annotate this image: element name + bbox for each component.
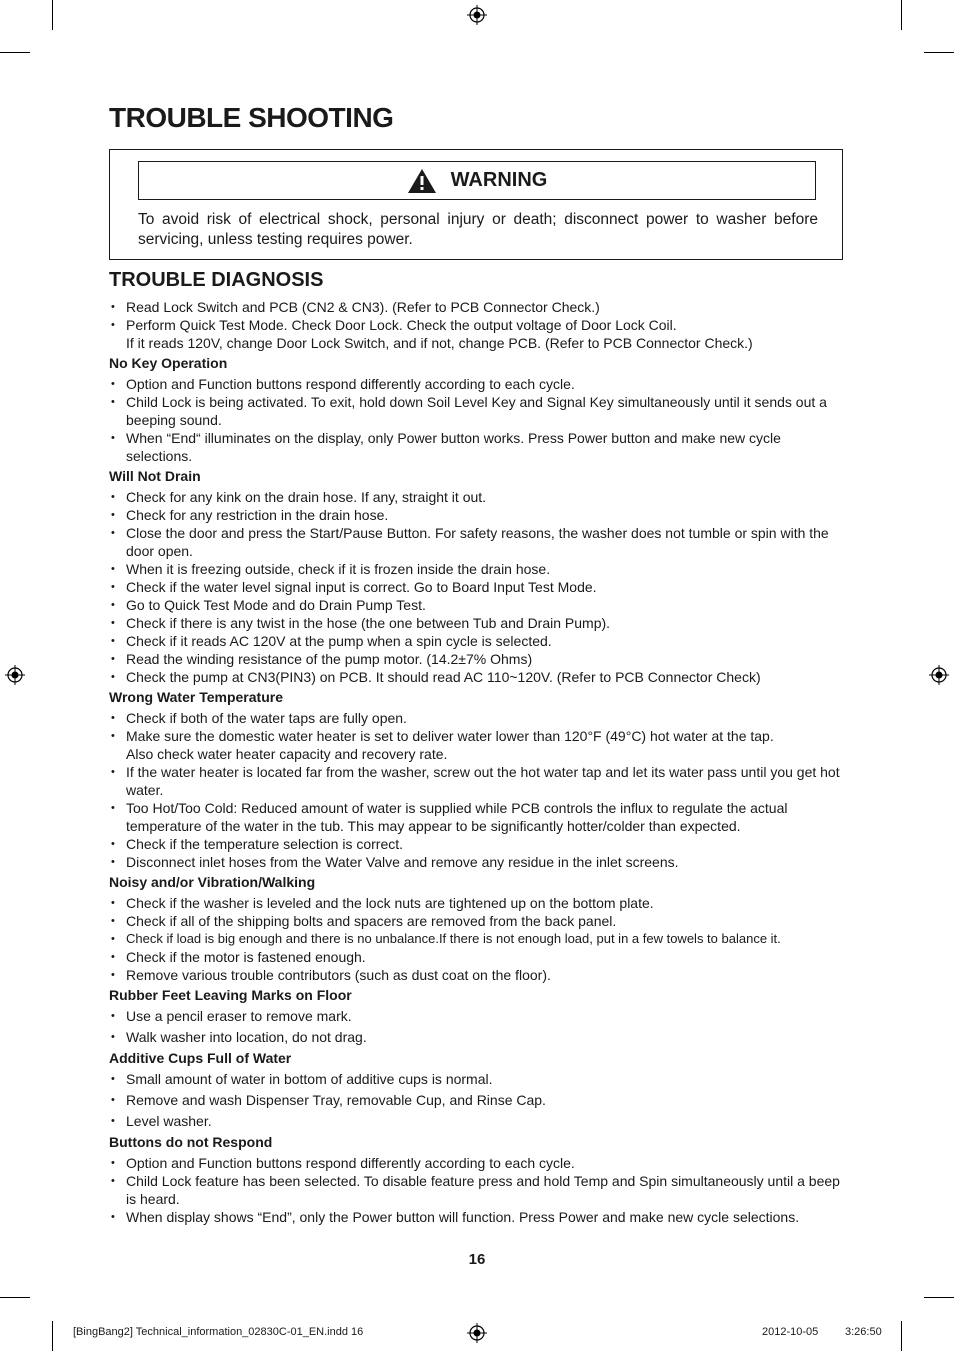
- list-item: • When display shows “End”, only the Power button will function. Press Power and make new cycle selections.: [109, 1208, 849, 1226]
- list-item: • Make sure the domestic water heater is set to deliver water lower than 120°F (49°C) hot water at the tap. Also check water heater capacity and recovery rate.: [109, 727, 849, 763]
- list-item: • Check if the motor is fastened enough.: [109, 948, 849, 966]
- subsection-title: Will Not Drain: [109, 468, 201, 484]
- list-item: • Read the winding resistance of the pump motor. (14.2±7% Ohms): [109, 650, 849, 668]
- crop-mark: [0, 1297, 30, 1298]
- registration-mark-icon: [5, 665, 25, 685]
- crop-mark: [52, 0, 53, 30]
- list-item: • When “End“ illuminates on the display, only Power button works. Press Power button and make new cycle selections.: [109, 429, 849, 465]
- slug-file: [BingBang2] Technical_information_02830C-01_EN.indd 16: [73, 1326, 364, 1338]
- section-title: TROUBLE DIAGNOSIS: [109, 269, 324, 291]
- list-item: • Too Hot/Too Cold: Reduced amount of water is supplied while PCB controls the influx to regulate the actual temperature of the water in the tub. This may appear to be significantly hotter/colder than expected.: [109, 799, 849, 835]
- list-item: • Disconnect inlet hoses from the Water Valve and remove any residue in the inlet screens.: [109, 853, 849, 871]
- subsection-title: Additive Cups Full of Water: [109, 1050, 292, 1066]
- subsection-title: Wrong Water Temperature: [109, 689, 283, 705]
- subsection-title: No Key Operation: [109, 355, 228, 371]
- subsection-title: Noisy and/or Vibration/Walking: [109, 874, 316, 890]
- page-title: TROUBLE SHOOTING: [109, 102, 394, 133]
- list: [109, 375, 849, 465]
- list-item: • Check if both of the water taps are fully open.: [109, 709, 849, 727]
- list: [109, 1154, 849, 1226]
- crop-mark: [0, 52, 30, 53]
- list-item: • Remove and wash Dispenser Tray, removable Cup, and Rinse Cap.: [109, 1091, 849, 1109]
- list-item: • Check if there is any twist in the hose (the one between Tub and Drain Pump).: [109, 614, 849, 632]
- list: [109, 488, 849, 686]
- list: [109, 1070, 849, 1130]
- registration-mark-icon: [467, 5, 487, 25]
- list: [109, 1007, 849, 1046]
- list-item: • Check if all of the shipping bolts and spacers are removed from the back panel.: [109, 912, 849, 930]
- list-item: • Check if it reads AC 120V at the pump when a spin cycle is selected.: [109, 632, 849, 650]
- page-number: 16: [468, 1251, 486, 1268]
- list-item: • Check if the temperature selection is correct.: [109, 835, 849, 853]
- list-item: • Check if load is big enough and there is no unbalance.If there is not enough load, put in a few towels to balance it.: [109, 930, 849, 948]
- list-item: • Use a pencil eraser to remove mark.: [109, 1007, 849, 1025]
- list-item: • Perform Quick Test Mode. Check Door Lock. Check the output voltage of Door Lock Coil. If it reads 120V, change Door Lock Switch, and if not, change PCB. (Refer to PCB Connector Check.): [109, 316, 849, 352]
- warning-triangle-icon: [407, 168, 437, 194]
- list-item: • Small amount of water in bottom of additive cups is normal.: [109, 1070, 849, 1088]
- list-item: • If the water heater is located far from the washer, screw out the hot water tap and let its water pass until you get hot water.: [109, 763, 849, 799]
- list-item: • Remove various trouble contributors (such as dust coat on the floor).: [109, 966, 849, 984]
- registration-mark-icon: [467, 1323, 487, 1343]
- list-item: • When it is freezing outside, check if it is frozen inside the drain hose.: [109, 560, 849, 578]
- list-item: • Check if the water level signal input is correct. Go to Board Input Test Mode.: [109, 578, 849, 596]
- crop-mark: [52, 1321, 53, 1351]
- list-item: • Check for any kink on the drain hose. If any, straight it out.: [109, 488, 849, 506]
- crop-mark: [901, 1321, 902, 1351]
- crop-mark: [924, 52, 954, 53]
- subsection-title: Rubber Feet Leaving Marks on Floor: [109, 987, 352, 1003]
- list-item: • Check for any restriction in the drain hose.: [109, 506, 849, 524]
- list-item: • Child Lock feature has been selected. To disable feature press and hold Temp and Spin simultaneously until a beep is heard.: [109, 1172, 849, 1208]
- list-item: • Check if the washer is leveled and the lock nuts are tightened up on the bottom plate.: [109, 894, 849, 912]
- crop-mark: [924, 1297, 954, 1298]
- warning-text: To avoid risk of electrical shock, personal injury or death; disconnect power to washer before servicing, unless testing requires power.: [138, 211, 818, 248]
- list-item: • Option and Function buttons respond differently according to each cycle.: [109, 1154, 849, 1172]
- list-item: • Read Lock Switch and PCB (CN2 & CN3). (Refer to PCB Connector Check.): [109, 298, 849, 316]
- subsection-title: Buttons do not Respond: [109, 1134, 273, 1150]
- warning-header: [138, 161, 816, 200]
- list: [109, 709, 849, 871]
- list-item: • Level washer.: [109, 1112, 849, 1130]
- list-item: • Walk washer into location, do not drag.: [109, 1028, 849, 1046]
- list-item: • Check the pump at CN3(PIN3) on PCB. It should read AC 110~120V. (Refer to PCB Connector Check): [109, 668, 849, 686]
- warning-label: WARNING: [450, 169, 548, 191]
- slug-date: 2012-10-05: [762, 1326, 819, 1338]
- list-item: • Go to Quick Test Mode and do Drain Pump Test.: [109, 596, 849, 614]
- slug-time: 3:26:50: [845, 1326, 882, 1338]
- crop-mark: [901, 0, 902, 30]
- list: [109, 894, 849, 984]
- warning-box: [109, 149, 843, 260]
- list-item: • Child Lock is being activated. To exit, hold down Soil Level Key and Signal Key simultaneously until it sends out a beeping sound.: [109, 393, 849, 429]
- intro-list: [109, 298, 849, 352]
- registration-mark-icon: [929, 665, 949, 685]
- trouble-diagnosis-content: [109, 298, 849, 1228]
- list-item: • Close the door and press the Start/Pause Button. For safety reasons, the washer does not tumble or spin with the door open.: [109, 524, 849, 560]
- list-item: • Option and Function buttons respond differently according to each cycle.: [109, 375, 849, 393]
